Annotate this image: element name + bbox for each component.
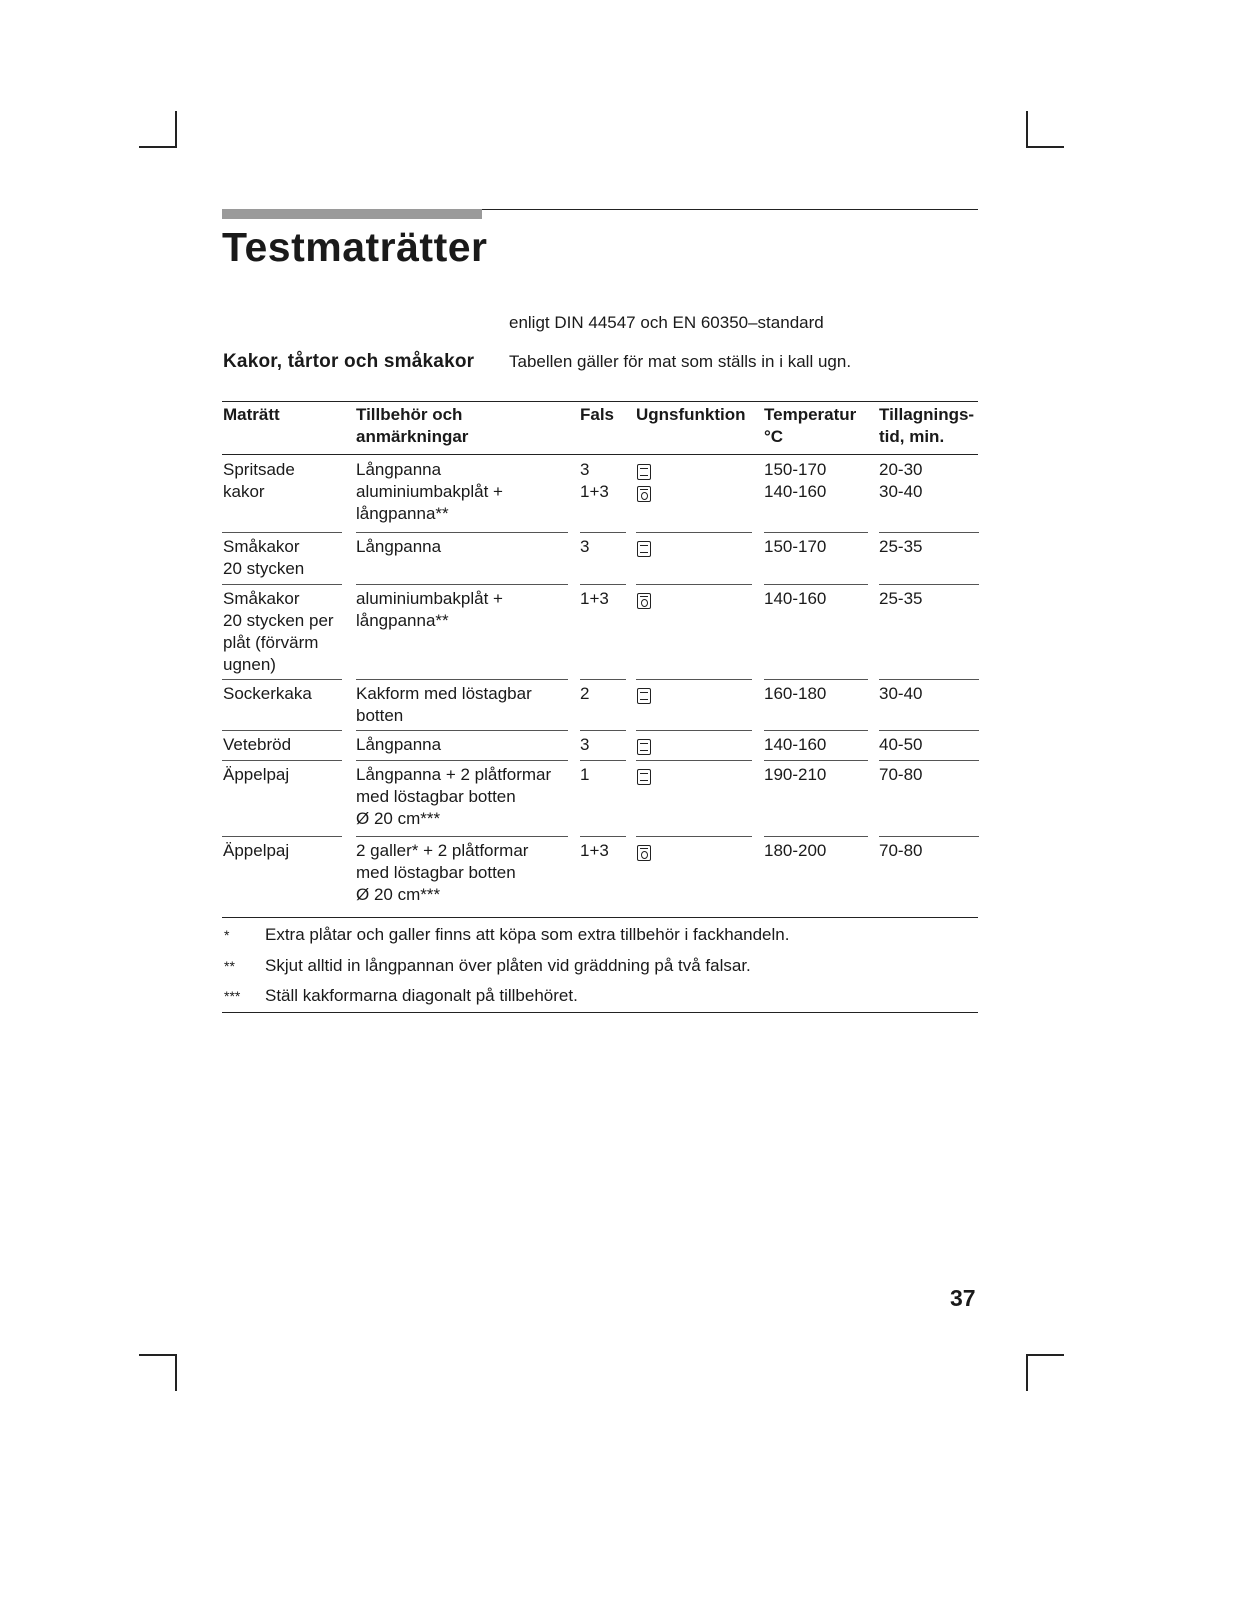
footnote-text: Ställ kakformarna diagonalt på tillbehöret.	[265, 986, 578, 1005]
time-cell: 70-80	[879, 765, 923, 784]
table-top-rule	[222, 401, 978, 402]
title-rule	[482, 209, 978, 210]
temperature-cell: 180-200	[764, 841, 827, 860]
footnote-text: Skjut alltid in långpannan över plåten vid gräddning på två falsar.	[265, 956, 751, 975]
row-separator	[764, 836, 868, 837]
dish-cell: Sockerkaka	[223, 684, 312, 703]
level-cell: 1+3	[580, 841, 609, 860]
temperature-cell: 140-160	[764, 735, 827, 754]
hot-air-icon	[637, 845, 651, 861]
time-cell: 25-35	[879, 589, 923, 608]
header-level-cell: Fals	[580, 405, 615, 424]
row-separator	[879, 730, 979, 731]
page-title: Testmaträtter	[222, 224, 488, 270]
time-cell: 40-50	[879, 735, 923, 754]
top-bottom-heat-icon	[637, 464, 651, 480]
row-separator	[222, 760, 342, 761]
footnote-text: Extra plåtar och galler finns att köpa som extra tillbehör i fackhandeln.	[265, 925, 790, 944]
row-separator	[879, 760, 979, 761]
hot-air-icon	[637, 593, 651, 609]
footnote-mark: *	[224, 927, 230, 943]
accessory-cell: aluminiumbakplåt + långpanna**	[356, 589, 503, 630]
table-bottom-rule	[222, 917, 978, 918]
title-rule-accent	[222, 209, 482, 219]
accessory-cell: Långpanna	[356, 537, 442, 556]
header-time-cell: Tillagnings- tid, min.	[879, 405, 975, 446]
row-separator	[636, 584, 752, 585]
row-separator	[764, 679, 868, 680]
row-separator	[764, 760, 868, 761]
row-separator	[222, 836, 342, 837]
crop-mark-tl-v	[175, 111, 177, 148]
row-separator	[636, 836, 752, 837]
row-separator	[222, 679, 342, 680]
dish-cell: Spritsade kakor	[223, 460, 295, 501]
page-number: 37	[950, 1285, 976, 1311]
crop-mark-tl-h	[139, 146, 177, 148]
time-cell: 70-80	[879, 841, 923, 860]
table-note: Tabellen gäller för mat som ställs in i kall ugn.	[509, 352, 852, 371]
footnote-mark: ***	[224, 988, 241, 1004]
row-separator	[636, 532, 752, 533]
top-bottom-heat-icon	[637, 739, 651, 755]
top-bottom-heat-icon	[637, 769, 651, 785]
level-cell: 2	[580, 684, 590, 703]
row-separator	[580, 679, 626, 680]
row-separator	[879, 532, 979, 533]
accessory-cell: 2 galler* + 2 plåtformar med löstagbar botten Ø 20 cm***	[356, 841, 529, 904]
crop-mark-tr-v	[1026, 111, 1028, 148]
standard-note: enligt DIN 44547 och EN 60350–standard	[509, 313, 824, 332]
row-separator	[356, 730, 568, 731]
row-separator	[764, 730, 868, 731]
hot-air-icon	[637, 486, 651, 502]
row-separator	[222, 584, 342, 585]
row-separator	[764, 584, 868, 585]
footnotes-bottom-rule	[222, 1012, 978, 1013]
section-heading: Kakor, tårtor och småkakor	[223, 351, 475, 372]
level-cell: 3	[580, 735, 590, 754]
row-separator	[356, 584, 568, 585]
dish-cell: Äppelpaj	[223, 841, 290, 860]
level-cell: 3 1+3	[580, 460, 609, 501]
temperature-cell: 190-210	[764, 765, 827, 784]
time-cell: 20-30 30-40	[879, 460, 923, 501]
row-separator	[879, 836, 979, 837]
row-separator	[580, 532, 626, 533]
row-separator	[764, 532, 868, 533]
accessory-cell: Kakform med löstagbar botten	[356, 684, 532, 725]
row-separator	[356, 836, 568, 837]
accessory-cell: Långpanna	[356, 735, 442, 754]
row-separator	[580, 760, 626, 761]
row-separator	[580, 730, 626, 731]
header-temperature-cell: Temperatur °C	[764, 405, 857, 446]
dish-cell: Vetebröd	[223, 735, 292, 754]
crop-mark-tr-h	[1026, 146, 1064, 148]
level-cell: 1	[580, 765, 590, 784]
dish-cell: Småkakor 20 stycken per plåt (förvärm ugnen)	[223, 589, 334, 674]
time-cell: 25-35	[879, 537, 923, 556]
dish-cell: Äppelpaj	[223, 765, 290, 784]
row-separator	[879, 584, 979, 585]
row-separator	[356, 532, 568, 533]
header-accessory-cell: Tillbehör och anmärkningar	[356, 405, 469, 446]
header-dish-cell: Maträtt	[223, 405, 280, 424]
level-cell: 1+3	[580, 589, 609, 608]
row-separator	[636, 679, 752, 680]
temperature-cell: 160-180	[764, 684, 827, 703]
footnote-mark: **	[224, 958, 235, 974]
crop-mark-bl-v	[175, 1354, 177, 1391]
row-separator	[879, 679, 979, 680]
header-bottom-rule	[222, 454, 978, 455]
top-bottom-heat-icon	[637, 688, 651, 704]
header-function-cell: Ugnsfunktion	[636, 405, 746, 424]
row-separator	[222, 532, 342, 533]
crop-mark-br-v	[1026, 1354, 1028, 1391]
row-separator	[356, 679, 568, 680]
dish-cell: Småkakor 20 stycken	[223, 537, 305, 578]
temperature-cell: 150-170 140-160	[764, 460, 827, 501]
row-separator	[222, 730, 342, 731]
accessory-cell: Långpanna aluminiumbakplåt + långpanna**	[356, 460, 503, 523]
row-separator	[580, 836, 626, 837]
level-cell: 3	[580, 537, 590, 556]
temperature-cell: 140-160	[764, 589, 827, 608]
top-bottom-heat-icon	[637, 541, 651, 557]
time-cell: 30-40	[879, 684, 923, 703]
row-separator	[636, 760, 752, 761]
row-separator	[356, 760, 568, 761]
row-separator	[636, 730, 752, 731]
accessory-cell: Långpanna + 2 plåtformar med löstagbar botten Ø 20 cm***	[356, 765, 552, 828]
row-separator	[580, 584, 626, 585]
temperature-cell: 150-170	[764, 537, 827, 556]
crop-mark-br-h	[1026, 1354, 1064, 1356]
crop-mark-bl-h	[139, 1354, 177, 1356]
